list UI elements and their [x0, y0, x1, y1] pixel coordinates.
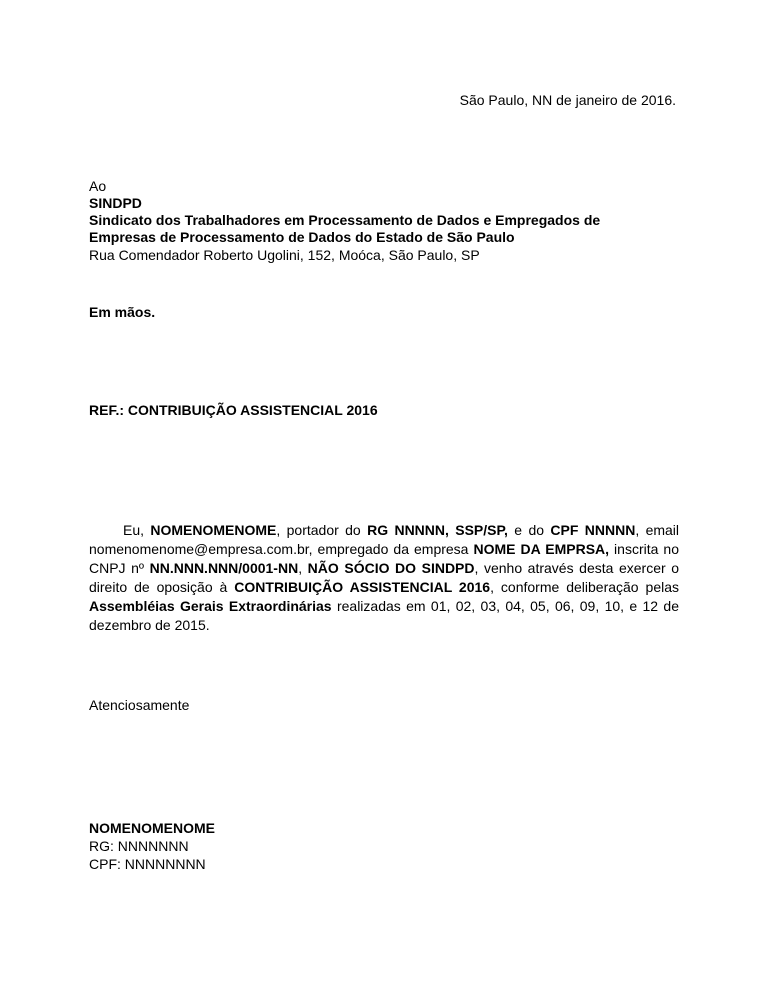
signature-rg: RG: NNNNNNN [89, 838, 189, 854]
body-text: inscrita no CNPJ nº [89, 541, 679, 576]
recipient-org-short: SINDPD [89, 195, 142, 211]
assemblies-name: Assembléias Gerais Extraordinárias [89, 598, 332, 614]
body-text: , [298, 560, 308, 576]
contribution-name: CONTRIBUIÇÃO ASSISTENCIAL 2016 [234, 579, 491, 595]
employee-cpf: CPF NNNNN [550, 522, 636, 538]
employee-name: NOMENOMENOME [150, 522, 277, 538]
body-text: , portador do [276, 522, 368, 538]
recipient-org-name-line2: Empresas de Processamento de Dados do Estado de São Paulo [89, 229, 515, 245]
body-text: Eu, [123, 522, 151, 538]
recipient-address: Rua Comendador Roberto Ugolini, 152, Moóca, São Paulo, SP [89, 247, 480, 263]
signature-name: NOMENOMENOME [89, 820, 215, 836]
recipient-org-name-line1: Sindicato dos Trabalhadores em Processamento de Dados e Empregados de [89, 212, 601, 228]
body-text: e do [507, 522, 551, 538]
body-text: , venho através desta exercer o direito de oposição à [89, 560, 680, 595]
body-text: , conforme deliberação pelas [490, 579, 680, 595]
body-text: , email nomenomenome@empresa.com.br, empregado da empresa [89, 522, 680, 557]
signature-cpf: CPF: NNNNNNNN [89, 856, 206, 872]
date-line: São Paulo, NN de janeiro de 2016. [459, 92, 676, 108]
reference-line: REF.: CONTRIBUIÇÃO ASSISTENCIAL 2016 [89, 402, 378, 418]
company-cnpj: NN.NNN.NNN/0001-NN [149, 560, 299, 576]
non-member-status: NÃO SÓCIO DO SINDPD [307, 560, 475, 576]
closing: Atenciosamente [89, 697, 190, 713]
delivery-note: Em mãos. [89, 304, 156, 320]
body-text: realizadas em 01, 02, 03, 04, 05, 06, 09, 10, e 12 de dezembro de 2015. [89, 598, 680, 633]
body-paragraph [89, 521, 679, 635]
employee-rg: RG NNNNN, SSP/SP, [367, 522, 508, 538]
company-name: NOME DA EMPRSA, [473, 541, 610, 557]
recipient-salutation: Ao [89, 178, 107, 194]
